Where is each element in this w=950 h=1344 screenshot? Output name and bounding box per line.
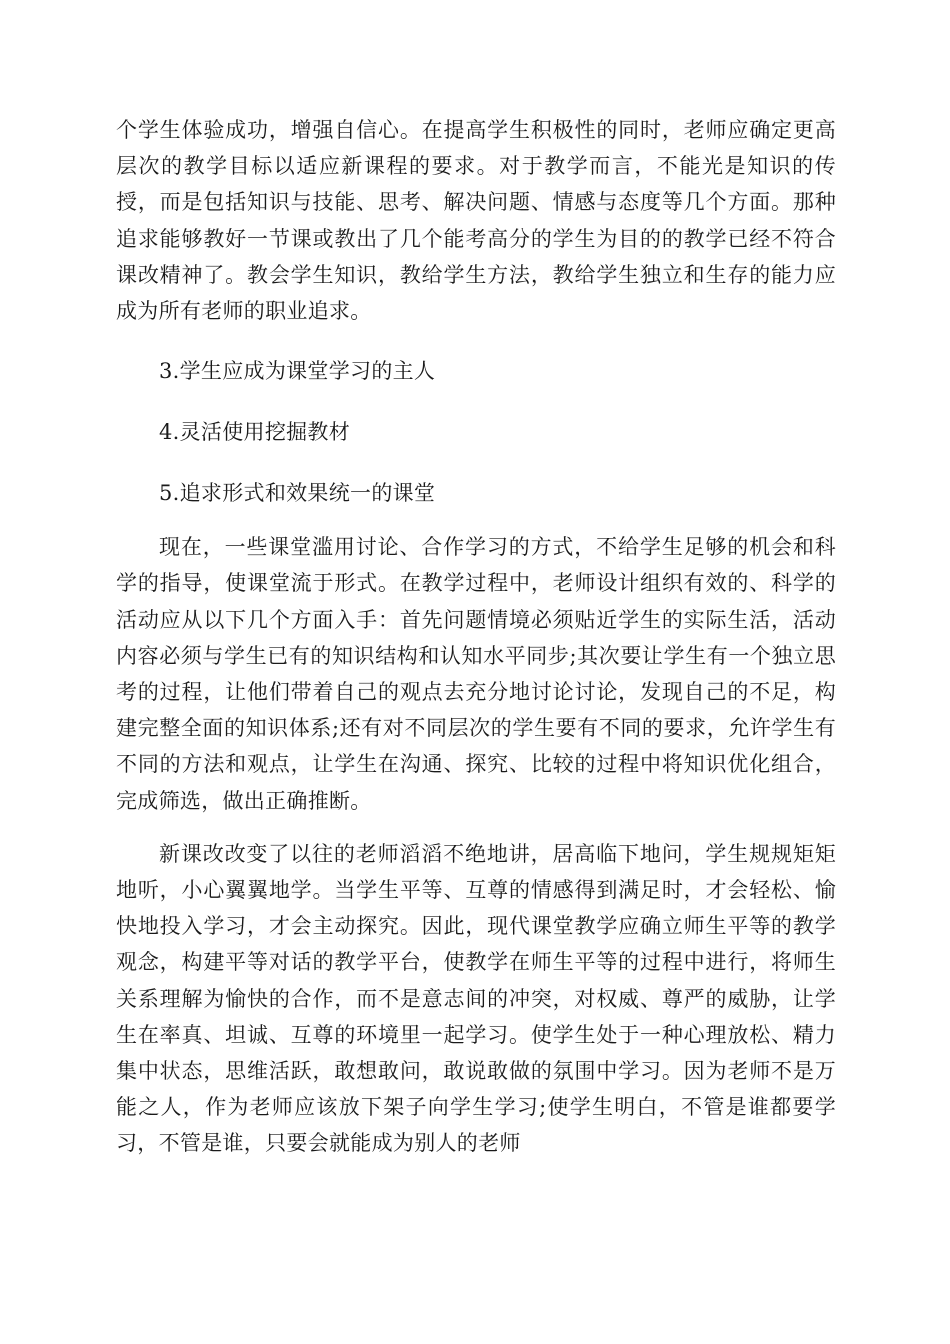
- list-item-5: 5.追求形式和效果统一的课堂: [159, 481, 436, 506]
- document-body: [116, 112, 836, 1162]
- paragraph-equal-relationship: 新课改改变了以往的老师滔滔不绝地讲，居高临下地问，学生规规矩矩地听，小心翼翼地学。当学生平等、互尊的情感得到满足时，才会轻松、愉快地投入学习，才会主动探究。因此，现代课堂教学应确立师生平等的教学观念，构建平等对话的教学平台，使教学在师生平等的过程中进行，将师生关系理解为愉快的合作，而不是意志间的冲突，对权威、尊严的威胁，让学生在率真、坦诚、互尊的环境里一起学习。使学生处于一种心理放松、精力集中状态，思维活跃，敢想敢问，敢说敢做的氛围中学习。因为老师不是万能之人，作为老师应该放下架子向学生学习;使学生明白，不管是谁都要学习，不管是谁，只要会就能成为别人的老师: [116, 841, 836, 1156]
- paragraph-continuation: 个学生体验成功，增强自信心。在提高学生积极性的同时，老师应确定更高层次的教学目标以适应新课程的要求。对于教学而言，不能光是知识的传授，而是包括知识与技能、思考、解决问题、情感与态度等几个方面。那种追求能够教好一节课或教出了几个能考高分的学生为目的的教学已经不符合课改精神了。教会学生知识，教给学生方法，教给学生独立和生存的能力应成为所有老师的职业追求。: [116, 118, 836, 324]
- list-item-3: 3.学生应成为课堂学习的主人: [159, 359, 436, 384]
- list-item-4: 4.灵活使用挖掘教材: [159, 420, 351, 445]
- paragraph-classroom-activities: 现在，一些课堂滥用讨论、合作学习的方式，不给学生足够的机会和科学的指导，使课堂流于形式。在教学过程中，老师设计组织有效的、科学的活动应从以下几个方面入手：首先问题情境必须贴近学生的实际生活，活动内容必须与学生已有的知识结构和认知水平同步;其次要让学生有一个独立思考的过程，让他们带着自己的观点去充分地讨论讨论，发现自己的不足，构建完整全面的知识体系;还有对不同层次的学生要有不同的要求，允许学生有不同的方法和观点，让学生在沟通、探究、比较的过程中将知识优化组合，完成筛选，做出正确推断。: [116, 535, 836, 813]
